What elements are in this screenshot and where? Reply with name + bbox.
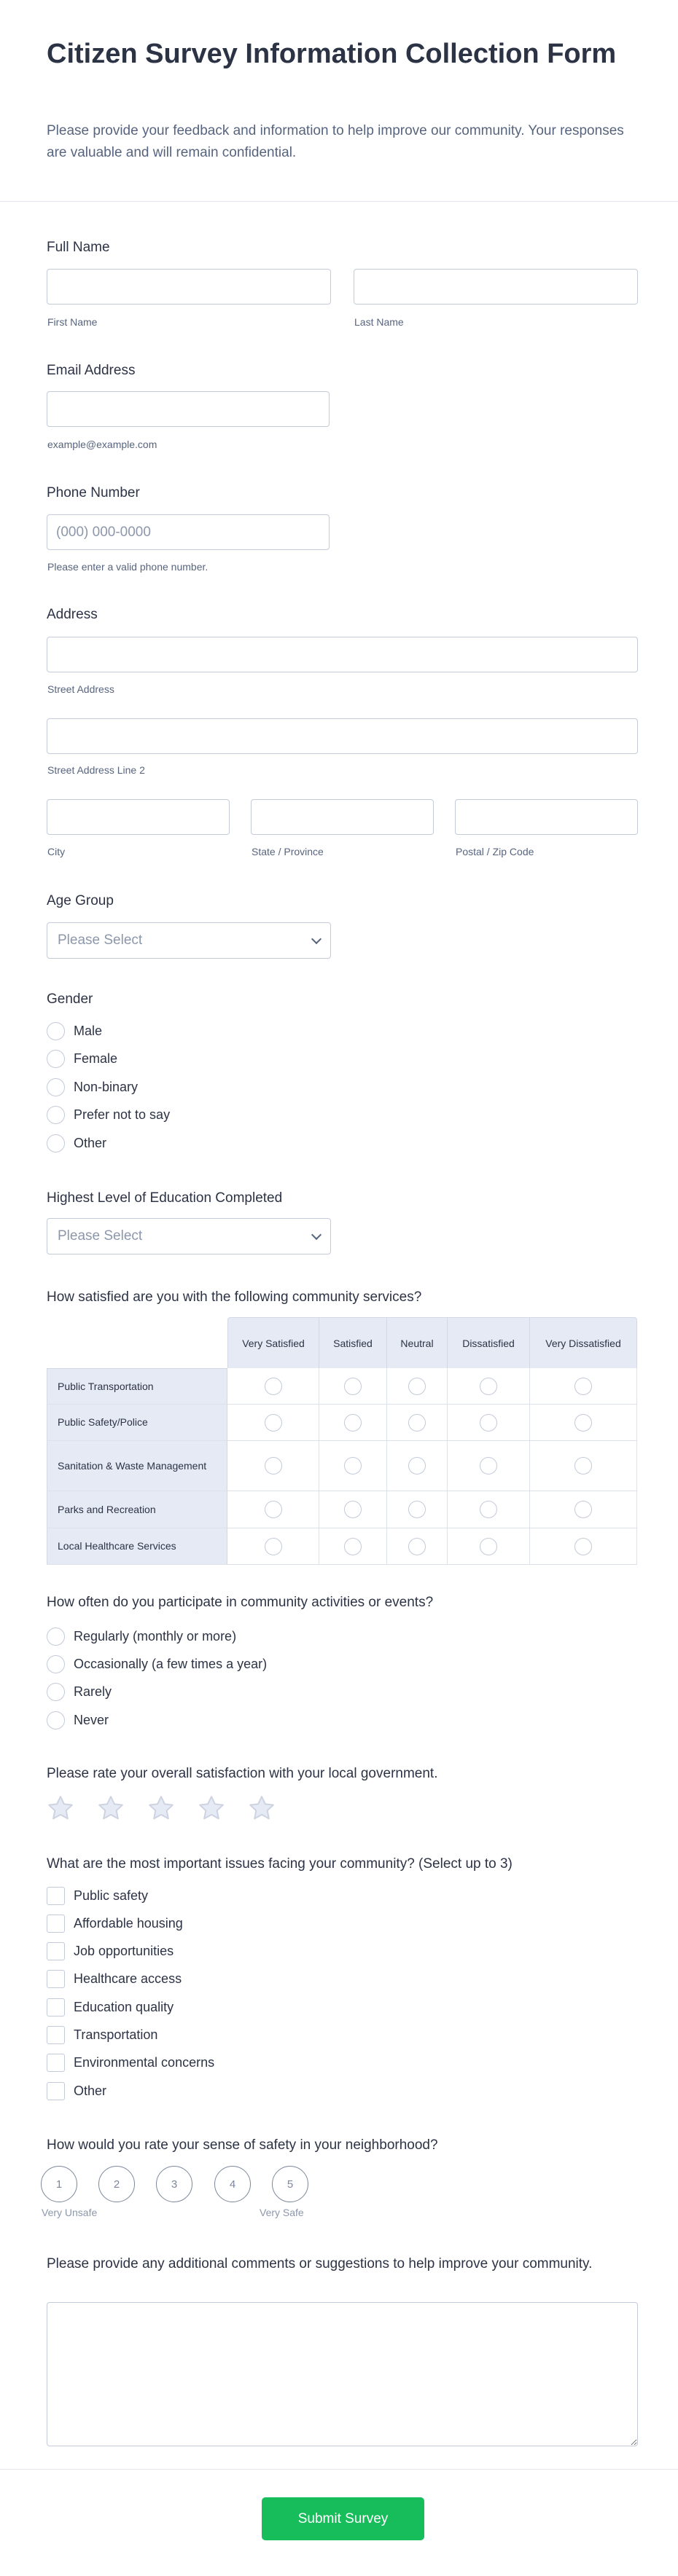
participation-option[interactable] <box>47 1627 236 1646</box>
matrix-radio[interactable] <box>344 1538 362 1555</box>
option-label: Job opportunities <box>74 1944 174 1959</box>
gender-option[interactable] <box>47 1077 138 1096</box>
radio-button[interactable] <box>47 1106 65 1124</box>
issue-option[interactable] <box>47 1970 182 1989</box>
matrix-row <box>47 1491 637 1528</box>
issues-label: What are the most important issues facing your community? (Select up to 3) <box>47 1856 513 1872</box>
scale-option[interactable]: 2 <box>98 2166 135 2202</box>
education-value: Please Select <box>58 1228 143 1244</box>
radio-button[interactable] <box>47 1711 65 1729</box>
last-name-input[interactable] <box>354 269 638 305</box>
option-label: Healthcare access <box>74 1971 182 1987</box>
option-label: Environmental concerns <box>74 2055 215 2070</box>
street-sublabel: Street Address <box>47 683 114 695</box>
radio-button[interactable] <box>47 1078 65 1096</box>
option-label: Public safety <box>74 1888 149 1903</box>
age-group-select[interactable] <box>47 922 331 959</box>
checkbox[interactable] <box>47 2026 65 2044</box>
issue-option[interactable] <box>47 2054 214 2073</box>
matrix-cell <box>319 1441 387 1491</box>
matrix-cell <box>227 1405 319 1441</box>
matrix-row-label: Local Healthcare Services <box>47 1528 227 1565</box>
matrix-radio[interactable] <box>265 1457 282 1474</box>
matrix-radio[interactable] <box>574 1457 592 1474</box>
star-icon[interactable] <box>247 1794 276 1823</box>
zip-sublabel: Postal / Zip Code <box>456 846 534 857</box>
submit-button[interactable]: Submit Survey <box>262 2497 424 2540</box>
participation-option[interactable] <box>47 1682 112 1701</box>
street-input[interactable] <box>47 637 638 672</box>
first-name-input[interactable] <box>47 269 331 305</box>
matrix-column-header: Neutral <box>387 1317 448 1368</box>
matrix-cell <box>387 1405 448 1441</box>
checkbox[interactable] <box>47 1915 65 1933</box>
email-label: Email Address <box>47 363 136 378</box>
matrix-cell <box>227 1368 319 1405</box>
radio-button[interactable] <box>47 1655 65 1673</box>
scale-high-label: Very Safe <box>260 2207 304 2218</box>
matrix-cell <box>387 1441 448 1491</box>
phone-input[interactable] <box>47 514 330 550</box>
street2-input[interactable] <box>47 718 638 754</box>
city-input[interactable] <box>47 799 230 835</box>
matrix-cell <box>319 1491 387 1528</box>
matrix-column-header: Dissatisfied <box>448 1317 530 1368</box>
matrix-column-header: Satisfied <box>319 1317 387 1368</box>
option-label: Occasionally (a few times a year) <box>74 1656 268 1671</box>
option-label: Male <box>74 1023 103 1038</box>
chevron-down-icon <box>311 1229 322 1239</box>
chevron-down-icon <box>311 933 322 943</box>
matrix-radio[interactable] <box>265 1378 282 1395</box>
scale-option[interactable]: 3 <box>156 2166 192 2202</box>
option-label: Transportation <box>74 2027 158 2042</box>
matrix-cell <box>530 1368 637 1405</box>
matrix-row-label: Parks and Recreation <box>47 1491 227 1528</box>
full-name-label: Full Name <box>47 240 110 255</box>
matrix-radio[interactable] <box>265 1501 282 1518</box>
matrix-cell <box>530 1441 637 1491</box>
comments-textarea[interactable] <box>47 2302 638 2446</box>
header-divider <box>0 201 678 202</box>
phone-label: Phone Number <box>47 485 140 500</box>
matrix-cell <box>448 1405 530 1441</box>
matrix-cell <box>387 1528 448 1565</box>
star-icon[interactable] <box>147 1794 176 1823</box>
footer-divider <box>0 2469 678 2470</box>
option-label: Non-binary <box>74 1079 139 1094</box>
matrix-radio[interactable] <box>480 1378 497 1395</box>
matrix-cell <box>530 1528 637 1565</box>
matrix-radio[interactable] <box>574 1414 592 1432</box>
scale-option[interactable]: 4 <box>214 2166 251 2202</box>
matrix-row <box>47 1528 637 1565</box>
phone-sublabel: Please enter a valid phone number. <box>47 561 209 573</box>
gender-option[interactable] <box>47 1105 170 1124</box>
radio-button[interactable] <box>47 1627 65 1646</box>
matrix-cell <box>448 1528 530 1565</box>
option-label: Other <box>74 1135 107 1150</box>
matrix-radio[interactable] <box>265 1414 282 1432</box>
rating-label: Please rate your overall satisfaction with your local government. <box>47 1766 438 1781</box>
matrix-radio[interactable] <box>265 1538 282 1555</box>
matrix-column-header: Very Satisfied <box>227 1317 319 1368</box>
participation-option[interactable] <box>47 1711 109 1729</box>
matrix-cell <box>387 1368 448 1405</box>
address-label: Address <box>47 607 98 622</box>
matrix-cell <box>227 1528 319 1565</box>
zip-input[interactable] <box>455 799 638 835</box>
matrix-cell <box>530 1491 637 1528</box>
gender-label: Gender <box>47 991 93 1007</box>
matrix-radio[interactable] <box>408 1538 426 1555</box>
checkbox[interactable] <box>47 2054 65 2072</box>
option-label: Never <box>74 1712 109 1727</box>
issue-option[interactable] <box>47 1942 174 1961</box>
form-description: Please provide your feedback and information to help improve our community. Your responses are valuable and will remain confidential. <box>47 123 624 160</box>
matrix-column-header: Very Dissatisfied <box>530 1317 637 1368</box>
option-label: Prefer not to say <box>74 1107 171 1122</box>
checkbox[interactable] <box>47 2082 65 2100</box>
matrix-radio[interactable] <box>574 1501 592 1518</box>
matrix-radio[interactable] <box>408 1501 426 1518</box>
matrix-cell <box>319 1528 387 1565</box>
matrix-radio[interactable] <box>480 1457 497 1474</box>
age-group-value: Please Select <box>58 932 143 948</box>
option-label: Affordable housing <box>74 1915 183 1931</box>
matrix-radio[interactable] <box>408 1378 426 1395</box>
option-label: Other <box>74 2083 107 2098</box>
last-name-sublabel: Last Name <box>354 316 404 328</box>
issue-option[interactable] <box>47 1886 148 1905</box>
participation-label: How often do you participate in community activities or events? <box>47 1595 434 1610</box>
matrix-cell <box>227 1441 319 1491</box>
matrix-cell <box>530 1405 637 1441</box>
radio-button[interactable] <box>47 1050 65 1068</box>
scale-option[interactable]: 5 <box>272 2166 308 2202</box>
matrix-radio[interactable] <box>480 1538 497 1555</box>
matrix-cell <box>448 1491 530 1528</box>
matrix-radio[interactable] <box>574 1538 592 1555</box>
matrix-row <box>47 1405 637 1441</box>
issue-option[interactable] <box>47 1914 183 1933</box>
matrix-radio[interactable] <box>344 1378 362 1395</box>
scale-low-label: Very Unsafe <box>42 2207 98 2218</box>
age-group-label: Age Group <box>47 893 114 908</box>
matrix-cell <box>387 1491 448 1528</box>
matrix-row <box>47 1368 637 1405</box>
checkbox[interactable] <box>47 1887 65 1905</box>
matrix-row-label: Public Transportation <box>47 1368 227 1405</box>
gender-option[interactable] <box>47 1049 117 1068</box>
comments-label: Please provide any additional comments or suggestions to help improve your community. <box>47 2256 593 2271</box>
star-icon[interactable] <box>46 1794 75 1823</box>
matrix-corner <box>47 1317 227 1368</box>
gender-option[interactable] <box>47 1021 102 1040</box>
street2-sublabel: Street Address Line 2 <box>47 764 145 776</box>
education-select[interactable] <box>47 1218 331 1254</box>
participation-option[interactable] <box>47 1654 267 1673</box>
gender-option[interactable] <box>47 1134 106 1152</box>
issue-option[interactable] <box>47 1998 174 2017</box>
email-sublabel: example@example.com <box>47 439 157 450</box>
radio-button[interactable] <box>47 1022 65 1040</box>
matrix-radio[interactable] <box>344 1457 362 1474</box>
matrix-label: How satisfied are you with the following community services? <box>47 1289 422 1305</box>
state-sublabel: State / Province <box>252 846 324 857</box>
education-label: Highest Level of Education Completed <box>47 1190 283 1206</box>
scale-option[interactable]: 1 <box>41 2166 77 2202</box>
satisfaction-matrix <box>47 1317 637 1565</box>
matrix-cell <box>319 1405 387 1441</box>
state-input[interactable] <box>251 799 434 835</box>
issue-option[interactable] <box>47 2026 157 2045</box>
matrix-radio[interactable] <box>574 1378 592 1395</box>
option-label: Education quality <box>74 1999 174 2014</box>
matrix-radio[interactable] <box>480 1414 497 1432</box>
option-label: Female <box>74 1051 118 1066</box>
matrix-cell <box>448 1368 530 1405</box>
matrix-row-label: Sanitation & Waste Management <box>47 1441 227 1491</box>
matrix-cell <box>319 1368 387 1405</box>
email-input[interactable] <box>47 391 330 427</box>
matrix-cell <box>227 1491 319 1528</box>
star-icon[interactable] <box>96 1794 125 1823</box>
issue-option[interactable] <box>47 2081 106 2100</box>
matrix-cell <box>448 1441 530 1491</box>
checkbox[interactable] <box>47 1942 65 1960</box>
radio-button[interactable] <box>47 1683 65 1701</box>
first-name-sublabel: First Name <box>47 316 98 328</box>
city-sublabel: City <box>47 846 66 857</box>
matrix-row-label: Public Safety/Police <box>47 1405 227 1441</box>
star-icon[interactable] <box>197 1794 226 1823</box>
form-title: Citizen Survey Information Collection Form <box>47 39 617 69</box>
option-label: Rarely <box>74 1684 112 1699</box>
matrix-radio[interactable] <box>480 1501 497 1518</box>
option-label: Regularly (monthly or more) <box>74 1628 237 1644</box>
safety-label: How would you rate your sense of safety in your neighborhood? <box>47 2137 438 2153</box>
checkbox[interactable] <box>47 1970 65 1988</box>
checkbox[interactable] <box>47 1998 65 2017</box>
radio-button[interactable] <box>47 1134 65 1152</box>
matrix-radio[interactable] <box>344 1501 362 1518</box>
matrix-radio[interactable] <box>408 1457 426 1474</box>
matrix-radio[interactable] <box>344 1414 362 1432</box>
matrix-radio[interactable] <box>408 1414 426 1432</box>
matrix-row <box>47 1441 637 1491</box>
star-rating <box>46 1794 276 1823</box>
